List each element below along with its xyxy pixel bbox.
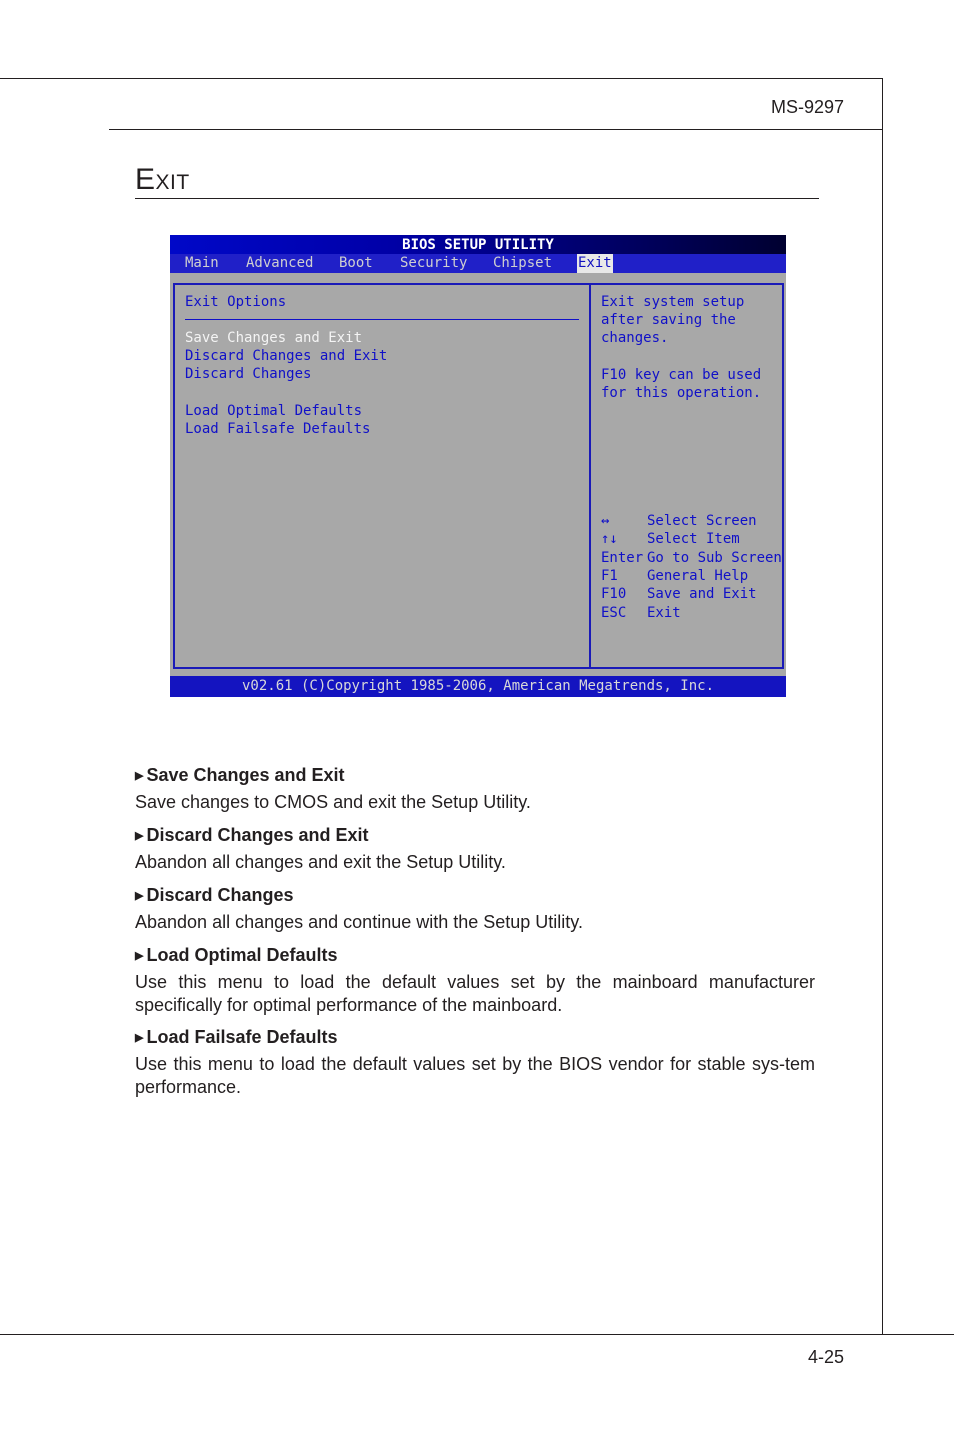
desc-title: Discard Changes and Exit [146,825,369,845]
desc-body: Save changes to CMOS and exit the Setup Utility. [135,792,531,812]
desc-body: Use this menu to load the default values set by the mainboard manufacturer specifically for optimal performance of the mainboard. [135,972,815,1015]
bios-menu-bar [170,254,786,273]
desc-load-failsafe-defaults [135,1026,815,1099]
top-rule [0,78,883,79]
option-discard-changes-and-exit[interactable]: Discard Changes and Exit [185,348,388,364]
bottom-rule [0,1334,954,1335]
desc-discard-changes-and-exit [135,824,815,874]
desc-body: Abandon all changes and exit the Setup Utility. [135,852,506,872]
key-action: Go to Sub Screen [647,550,782,566]
tab-advanced[interactable]: Advanced [246,255,314,271]
help-line: changes. [601,330,669,346]
tab-main[interactable]: Main [185,255,219,271]
desc-title: Save Changes and Exit [146,765,345,785]
tab-boot[interactable]: Boot [339,255,373,271]
options-heading: Exit Options [185,294,287,310]
key-action: Exit [647,605,681,621]
key-action: Select Item [647,531,740,547]
triangle-bullet-icon: ▶ [135,890,144,902]
tab-exit[interactable]: Exit [578,255,612,271]
key-f10: F10 [601,586,627,602]
help-line: Exit system setup [601,294,745,310]
key-f1: F1 [601,568,618,584]
options-divider [185,319,579,320]
title-underline [135,198,819,199]
help-line: after saving the [601,312,736,328]
right-margin-rule [882,78,883,1335]
desc-discard-changes [135,884,815,934]
desc-save-changes-and-exit [135,764,815,814]
header-rule [109,129,883,130]
option-discard-changes[interactable]: Discard Changes [185,366,312,382]
key-action: General Help [647,568,749,584]
key-esc: ESC [601,605,627,621]
help-line: for this operation. [601,385,762,401]
key-arrows-ud: ↑↓ [601,531,618,547]
desc-title: Load Optimal Defaults [146,945,338,965]
bios-screen [170,235,786,697]
model-number: MS-9297 [770,97,844,117]
triangle-bullet-icon: ▶ [135,950,144,962]
key-action: Save and Exit [647,586,757,602]
desc-body: Abandon all changes and continue with the Setup Utility. [135,912,583,932]
help-line: F10 key can be used [601,367,762,383]
triangle-bullet-icon: ▶ [135,770,144,782]
key-arrows-lr: ↔ [601,513,610,529]
triangle-bullet-icon: ▶ [135,1032,144,1044]
desc-title: Load Failsafe Defaults [146,1027,338,1047]
option-save-changes-and-exit[interactable]: Save Changes and Exit [185,330,363,346]
page-number: 4-25 [807,1347,844,1367]
tab-security[interactable]: Security [400,255,468,271]
bios-copyright: v02.61 (C)Copyright 1985-2006, American Megatrends, Inc. [170,676,786,697]
section-title: Exit [135,163,190,196]
desc-body: Use this menu to load the default values set by the BIOS vendor for stable sys-tem performance. [135,1054,815,1097]
desc-load-optimal-defaults [135,944,815,1017]
option-load-failsafe-defaults[interactable]: Load Failsafe Defaults [185,421,371,437]
tab-chipset[interactable]: Chipset [493,255,553,271]
bios-title: BIOS SETUP UTILITY [170,235,786,254]
option-load-optimal-defaults[interactable]: Load Optimal Defaults [185,403,363,419]
desc-title: Discard Changes [146,885,294,905]
key-action: Select Screen [647,513,757,529]
key-enter: Enter [601,550,644,566]
triangle-bullet-icon: ▶ [135,830,144,842]
